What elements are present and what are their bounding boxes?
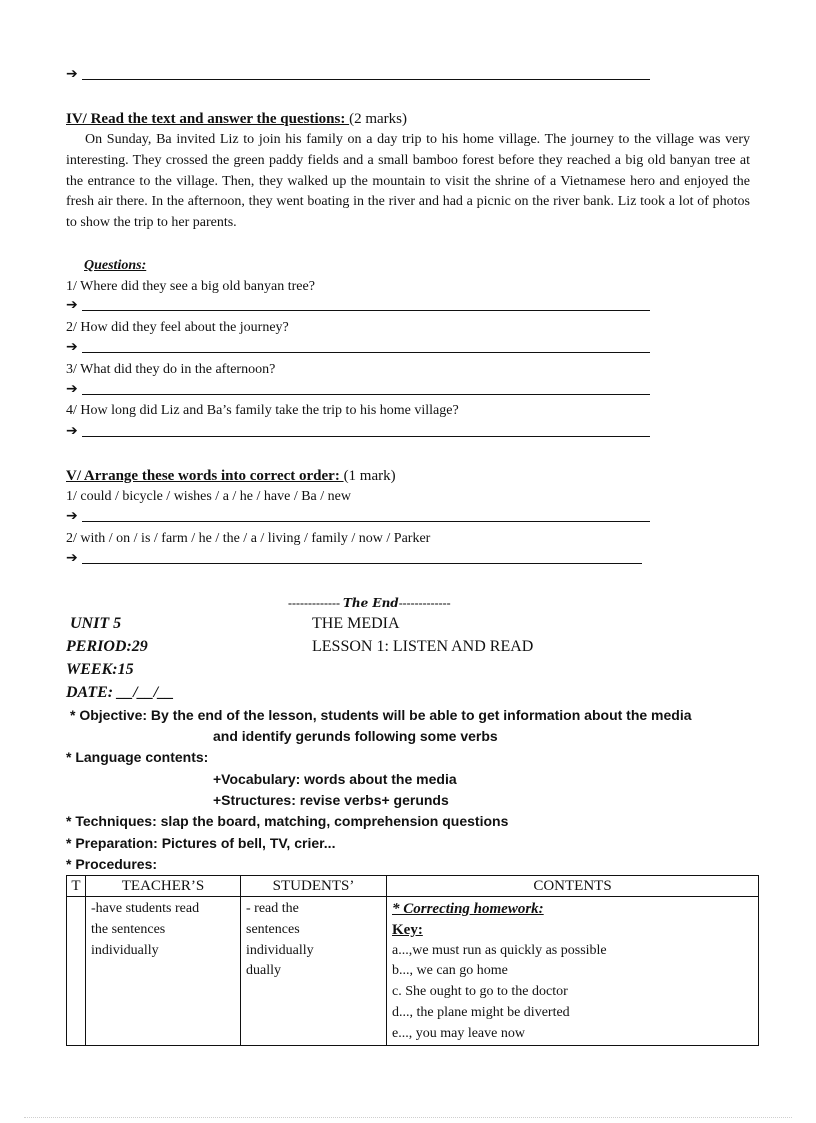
key-label: Key: [392, 921, 423, 938]
question-2: 2/ How did they feel about the journey? [66, 320, 289, 335]
techniques: * Techniques: slap the board, matching, comprehension questions [66, 813, 509, 829]
cell-students [241, 897, 387, 1046]
arrange-item-1: 1/ could / bicycle / wishes / a / he / have / Ba / new [66, 489, 351, 504]
structures: +Structures: revise verbs+ gerunds [213, 792, 449, 808]
end-dashes-left: ------------- [288, 596, 340, 610]
teacher-line: individually [91, 942, 159, 958]
key-line: e..., you may leave now [392, 1025, 525, 1041]
answer-rule [82, 521, 650, 522]
header-teacher: TEACHER’S [86, 876, 241, 897]
reading-passage: On Sunday, Ba invited Liz to join his family on a day trip to his home village. The journey to the village was very interesting. They crossed the green paddy fields and a small bamboo forest before they reached a big old banyan tree at the entrance to the village. Then, they walked up the mountain to visit the shrine of a Vietnamese hero and enjoyed the fresh air there. In the afternoon, they went boating in the river and had a picnic on the river bank. Liz took a lot of photos to show the trip to her parents. [66, 132, 750, 231]
questions-heading-text: Questions: [84, 258, 147, 273]
answer-rule [82, 79, 650, 80]
answer-rule [82, 310, 650, 311]
objective-line-2: and identify gerunds following some verbs [213, 728, 498, 744]
student-line: dually [246, 963, 281, 979]
unit-label: UNIT 5 [70, 615, 122, 632]
question-3: 3/ What did they do in the afternoon? [66, 362, 276, 377]
arrow-icon: ➔ [66, 381, 78, 397]
language-contents: * Language contents: [66, 749, 209, 765]
cell-contents [387, 897, 759, 1046]
procedures: * Procedures: [66, 856, 158, 872]
contents-heading: * Correcting homework: [392, 901, 544, 917]
objective-line-1: * Objective: By the end of the lesson, students will be able to get information about the media [70, 707, 692, 723]
header-students: STUDENTS’ [241, 876, 387, 897]
arrow-icon: ➔ [66, 66, 78, 82]
arrow-icon: ➔ [66, 508, 78, 524]
answer-rule [82, 352, 650, 353]
question-4: 4/ How long did Liz and Ba’s family take the trip to his home village? [66, 403, 459, 418]
answer-rule [82, 563, 642, 564]
procedure-table [66, 875, 759, 1046]
answer-rule [82, 394, 650, 395]
arrow-icon: ➔ [66, 550, 78, 566]
unit-topic: THE MEDIA [312, 615, 400, 632]
section-4-heading [66, 110, 407, 128]
question-1: 1/ Where did they see a big old banyan tree? [66, 279, 315, 294]
key-line: d..., the plane might be diverted [392, 1004, 570, 1020]
lesson-title: LESSON 1: LISTEN AND READ [312, 638, 534, 655]
cell-t [67, 897, 86, 1046]
header-t: T [67, 876, 86, 897]
preparation: * Preparation: Pictures of bell, TV, crier... [66, 835, 336, 851]
student-line: individually [246, 942, 314, 958]
table-header-row [67, 876, 759, 897]
week-label: WEEK:15 [66, 661, 134, 678]
student-line: sentences [246, 921, 300, 937]
the-end-marker [288, 596, 451, 611]
header-contents: CONTENTS [387, 876, 759, 897]
teacher-line: -have students read [91, 901, 200, 916]
table-row [67, 897, 759, 1046]
arrow-icon: ➔ [66, 339, 78, 355]
answer-rule [82, 436, 650, 437]
end-text: The End [342, 596, 399, 610]
date-label: DATE: __/__/__ [66, 684, 175, 701]
arrow-icon: ➔ [66, 423, 78, 439]
student-line: - read the [246, 901, 299, 916]
questions-heading [84, 257, 146, 275]
key-line: c. She ought to go to the doctor [392, 984, 568, 1000]
vocabulary: +Vocabulary: words about the media [213, 771, 457, 787]
end-dashes-right: ------------- [398, 596, 451, 610]
section-5-marks: (1 mark) [343, 468, 396, 484]
key-line: a...,we must run as quickly as possible [392, 942, 607, 958]
key-line: b..., we can go home [392, 963, 508, 979]
section-4-marks: (2 marks) [349, 111, 407, 127]
arrange-item-2: 2/ with / on / is / farm / he / the / a / living / family / now / Parker [66, 531, 431, 546]
arrow-icon: ➔ [66, 297, 78, 313]
section-5-heading [66, 467, 396, 485]
cell-teacher [86, 897, 241, 1046]
period-label: PERIOD:29 [66, 638, 148, 655]
section-4-title: IV/ Read the text and answer the questions: [66, 111, 350, 127]
page-footer-divider [24, 1117, 792, 1118]
teacher-line: the sentences [91, 921, 166, 937]
section-5-title: V/ Arrange these words into correct order: [66, 468, 344, 484]
